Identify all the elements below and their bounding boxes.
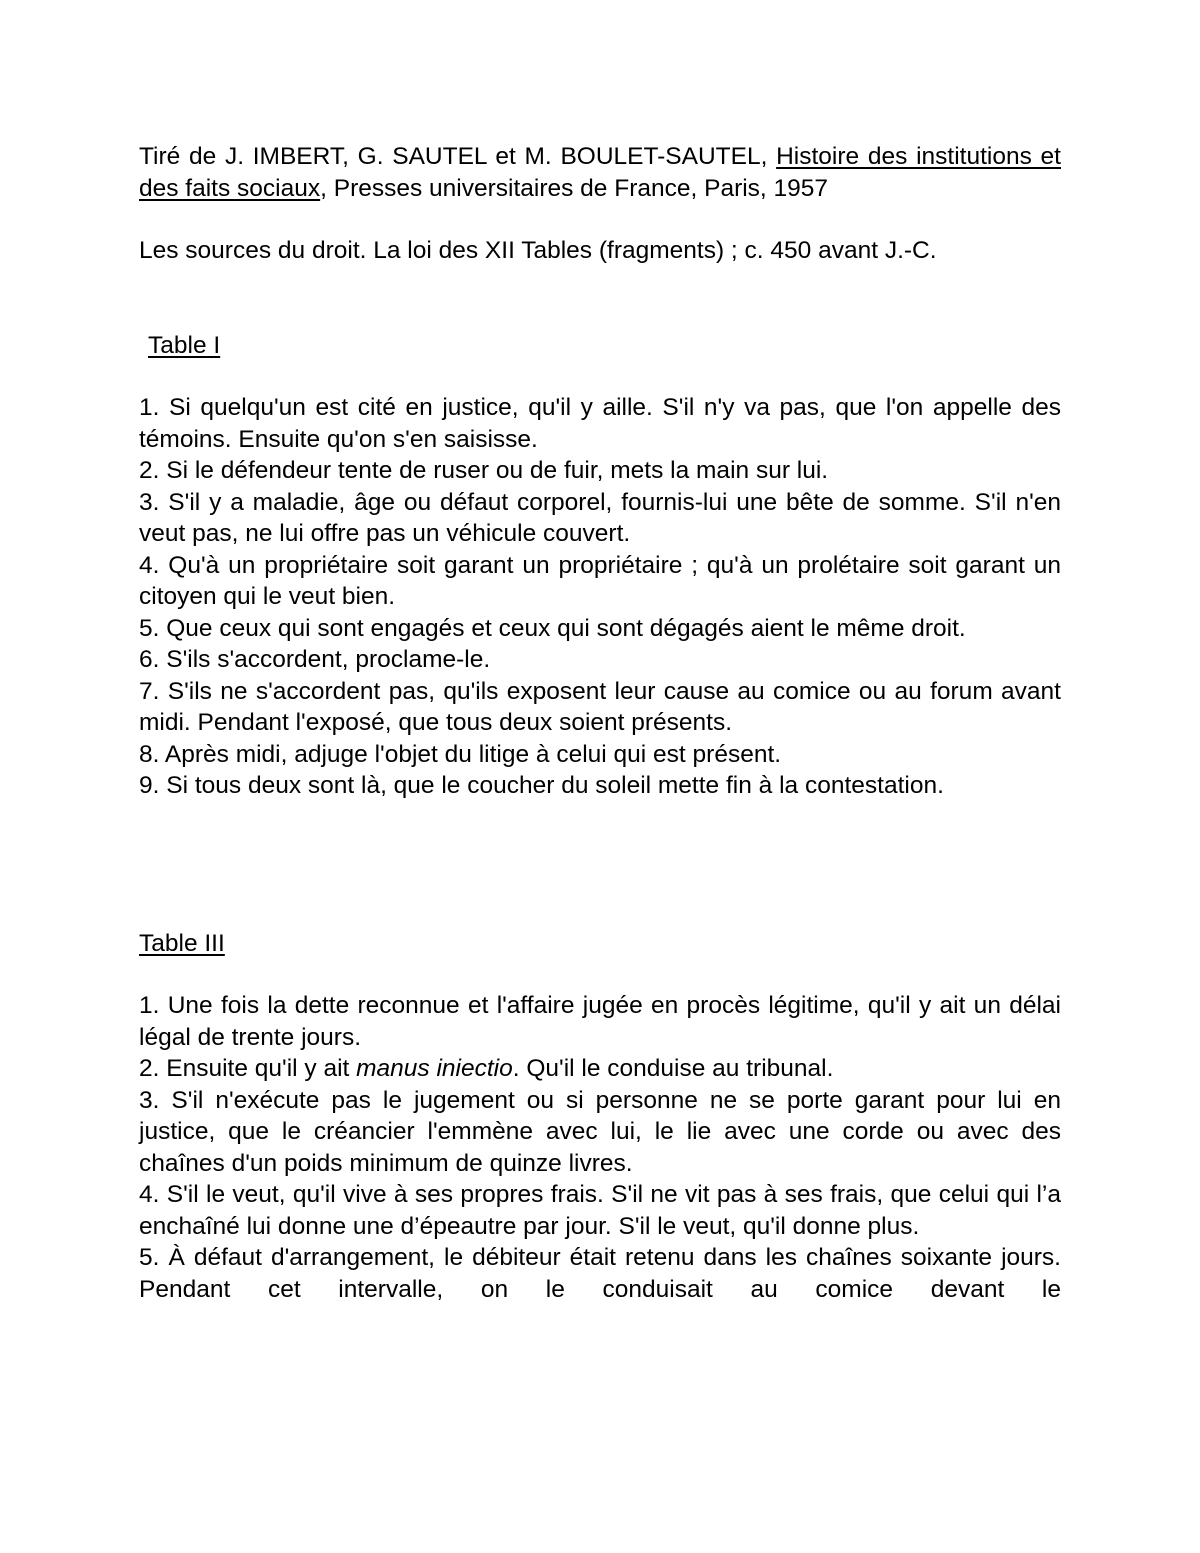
table-1-items	[139, 392, 1061, 802]
citation	[139, 141, 1061, 204]
table-3-heading-text: Table III	[139, 929, 225, 957]
table-1-item: 6. S'ils s'accordent, proclame-le.	[139, 646, 491, 673]
table-1-item: 9. Si tous deux sont là, que le coucher du soleil mette fin à la contestation.	[139, 772, 944, 799]
table-1-item: 1. Si quelqu'un est cité en justice, qu'il y aille. S'il n'y va pas, que l'on appelle des témoins. Ensuite qu'on s'en saisisse.	[139, 394, 1061, 453]
table-1-heading-text: Table I	[148, 331, 221, 359]
table-3-heading	[139, 928, 1061, 960]
citation-suffix: , Presses universitaires de France, Paris, 1957	[320, 174, 829, 202]
table-1-item: 8. Après midi, adjuge l'objet du litige à celui qui est présent.	[139, 740, 782, 768]
book-title: Histoire des institutions et des faits sociaux	[139, 143, 1061, 202]
citation-prefix: Tiré de J. IMBERT, G. SAUTEL et M. BOULET-SAUTEL,	[139, 143, 777, 170]
table-3-items	[139, 990, 1061, 1305]
table-1-item: 5. Que ceux qui sont engagés et ceux qui sont dégagés aient le même droit.	[139, 614, 966, 642]
document-subtitle: Les sources du droit. La loi des XII Tables (fragments) ; c. 450 avant J.-C.	[139, 237, 937, 264]
document-page	[139, 141, 1061, 1305]
table-1-item: 7. S'ils ne s'accordent pas, qu'ils exposent leur cause au comice ou au forum avant midi. Pendant l'exposé, que tous deux soient présents.	[139, 677, 1061, 736]
table-3-item: 4. S'il le veut, qu'il vive à ses propres frais. S'il ne vit pas à ses frais, que celui qui l’a enchaîné lui donne une d’épeautre par jour. S'il le veut, qu'il donne plus.	[139, 1181, 1061, 1240]
table-3-item: 1. Une fois la dette reconnue et l'affaire jugée en procès légitime, qu'il y ait un délai légal de trente jours.	[139, 992, 1061, 1051]
table-3-item: 5. À défaut d'arrangement, le débiteur était retenu dans les chaînes soixante jours. Pendant cet intervalle, on le conduisait au comice devant le	[139, 1244, 1061, 1303]
latin-term: manus iniectio	[356, 1055, 513, 1082]
table-1-item: 4. Qu'à un propriétaire soit garant un propriétaire ; qu'à un prolétaire soit garant un citoyen qui le veut bien.	[139, 551, 1061, 610]
table-1-item: 3. S'il y a maladie, âge ou défaut corporel, fournis-lui une bête de somme. S'il n'en veut pas, ne lui offre pas un véhicule couvert.	[139, 488, 1061, 547]
table-3-item: 3. S'il n'exécute pas le jugement ou si personne ne se porte garant pour lui en justice, que le créancier l'emmène avec lui, le lie avec une corde ou avec des chaînes d'un poids minimum de quinze livres.	[139, 1086, 1061, 1177]
table-1-heading	[139, 330, 1061, 362]
item-text: 2. Ensuite qu'il y ait	[139, 1055, 357, 1082]
item-text: . Qu'il le conduise au tribunal.	[512, 1055, 834, 1082]
table-1-item: 2. Si le défendeur tente de ruser ou de fuir, mets la main sur lui.	[139, 457, 829, 484]
table-3-item	[139, 1053, 1061, 1085]
